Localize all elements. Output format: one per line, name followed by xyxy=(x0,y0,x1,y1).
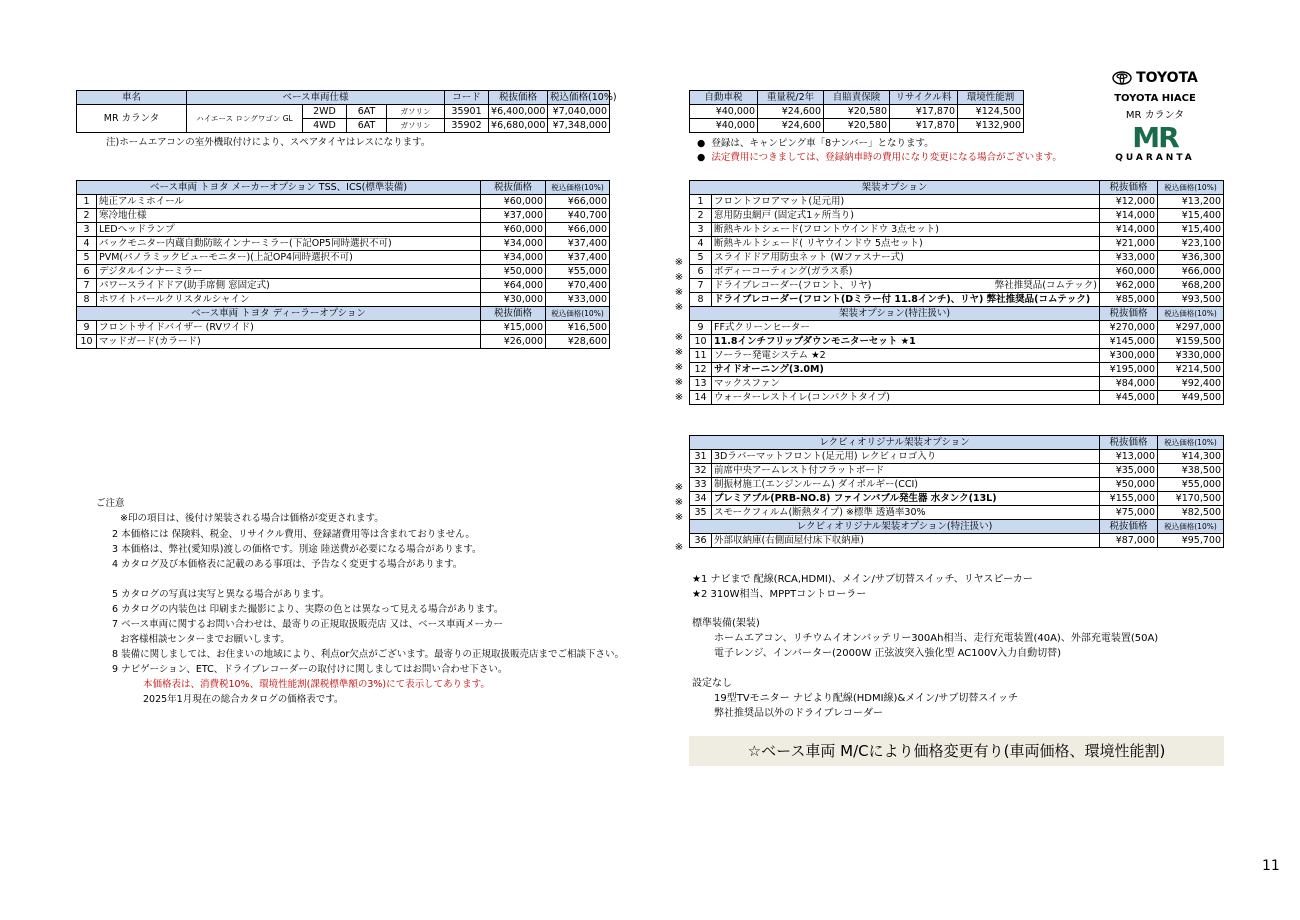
caution-line: 5 カタログの写真は実写と異なる場合があります。 xyxy=(112,589,330,600)
option-price: ¥75,000 xyxy=(1100,506,1158,520)
cautions-title: ご注意 xyxy=(96,498,125,509)
option-no: 31 xyxy=(690,450,712,464)
option-name: 断熱キルトシェード(フロントウインドウ 3点セット) xyxy=(712,223,1100,237)
option-no: 2 xyxy=(77,209,97,223)
maker-options-table xyxy=(76,180,610,349)
toyota-brand: TOYOTA xyxy=(1136,70,1198,86)
recvee-options-table xyxy=(689,435,1224,548)
option-price: ¥21,000 xyxy=(1100,237,1158,251)
header-price-tax: 税込価格(10%) xyxy=(1158,307,1224,321)
option-price-tax: ¥93,500 xyxy=(1158,293,1224,307)
option-price: ¥12,000 xyxy=(1100,195,1158,209)
kome-mark: ※ xyxy=(674,497,684,508)
body-options-header: 架装オプション xyxy=(690,181,1100,195)
option-price: ¥34,000 xyxy=(481,251,546,265)
option-no: 4 xyxy=(77,237,97,251)
caution-line: 2 本価格には 保険料、税金、リサイクル費用、登録諸費用等は含まれておりません。 xyxy=(112,529,475,540)
kome-mark: ※ xyxy=(674,257,684,268)
option-no: 5 xyxy=(690,251,712,265)
table-row xyxy=(690,464,1224,478)
option-no: 6 xyxy=(77,265,97,279)
option-price-tax: ¥38,500 xyxy=(1158,464,1224,478)
option-name: 断熱キルトシェード( リヤウインドウ 5点セット) xyxy=(712,237,1100,251)
recvee-special-header: レクビィオリジナル架装オプション(特注扱い) xyxy=(690,520,1100,534)
option-price: ¥145,000 xyxy=(1100,335,1158,349)
caution-line: 9 ナビゲーション、ETC、ドライブレコーダーの取付けに関しましてはお問い合わせ下さい。 xyxy=(112,664,508,675)
table-row xyxy=(690,335,1224,349)
option-price-tax: ¥214,500 xyxy=(1158,363,1224,377)
option-name: LEDヘッドランプ xyxy=(97,223,481,237)
option-name: 制振材施工(エンジンルーム) ダイポルギー(CCI) xyxy=(712,478,1100,492)
option-price-tax: ¥70,400 xyxy=(546,279,610,293)
option-price: ¥50,000 xyxy=(1100,478,1158,492)
tax-cell: ¥132,900 xyxy=(958,119,1024,133)
option-price: ¥60,000 xyxy=(481,195,546,209)
bullet-text: 法定費用につきましては、登録納車時の費用になり変更になる場合がございます。 xyxy=(711,152,1062,163)
table-row xyxy=(690,363,1224,377)
table-row xyxy=(690,321,1224,335)
option-name: 純正アルミホイール xyxy=(97,195,481,209)
table-row xyxy=(690,195,1224,209)
option-no: 35 xyxy=(690,506,712,520)
option-no: 8 xyxy=(690,293,712,307)
option-extra: 弊社推奨品(コムテック) xyxy=(994,280,1097,291)
vehicle-grade: ハイエース ロングワゴン GL xyxy=(187,105,303,133)
price: ¥6,680,000 xyxy=(489,119,548,133)
table-row xyxy=(690,349,1224,363)
table-row xyxy=(77,279,610,293)
tax-bullet-1 xyxy=(697,137,934,150)
option-no: 5 xyxy=(77,251,97,265)
option-name: ウォーターレストイレ(コンパクトタイプ) xyxy=(712,391,1100,405)
header-base-spec: ベース車両仕様 xyxy=(187,91,445,105)
option-price: ¥85,000 xyxy=(1100,293,1158,307)
option-price: ¥62,000 xyxy=(1100,279,1158,293)
option-name: マックスファン xyxy=(712,377,1100,391)
option-name: フロントサイドバイザー (RVワイド) xyxy=(97,321,481,335)
option-price: ¥84,000 xyxy=(1100,377,1158,391)
option-name: デジタルインナーミラー xyxy=(97,265,481,279)
kome-mark: ※ xyxy=(674,392,684,403)
option-price-tax: ¥55,000 xyxy=(546,265,610,279)
vehicle-name: MR カランタ xyxy=(77,105,187,133)
option-name: ソーラー発電システム ★2 xyxy=(712,349,1100,363)
header-price: 税抜価格 xyxy=(489,91,548,105)
standard-title: 標準装備(架装) xyxy=(692,618,760,629)
caution-line: ※印の項目は、後付け架装される場合は価格が変更されます。 xyxy=(120,513,384,524)
option-price: ¥300,000 xyxy=(1100,349,1158,363)
recvee-options-header: レクビィオリジナル架装オプション xyxy=(690,436,1100,450)
option-price-tax: ¥49,500 xyxy=(1158,391,1224,405)
header-code: コード xyxy=(445,91,489,105)
caution-line: 7 ベース車両に関するお問い合わせは、最寄りの正規取扱販売店 又は、ベース車両メーカー xyxy=(112,619,503,630)
option-no: 7 xyxy=(77,279,97,293)
option-no: 1 xyxy=(690,195,712,209)
kome-mark: ※ xyxy=(674,362,684,373)
special-options-header: 架装オプション(特注扱い) xyxy=(690,307,1100,321)
option-no: 34 xyxy=(690,492,712,506)
header-price: 税抜価格 xyxy=(1100,307,1158,321)
table-row xyxy=(690,237,1224,251)
option-price-tax: ¥297,000 xyxy=(1158,321,1224,335)
caution-date-note: 2025年1月現在の総合カタログの価格表です。 xyxy=(143,694,344,705)
option-name: スモークフィルム(断熱タイプ) ※標準 透過率30% xyxy=(712,506,1100,520)
kome-mark: ※ xyxy=(674,482,684,493)
price-tax: ¥7,040,000 xyxy=(548,105,610,119)
option-price: ¥34,000 xyxy=(481,237,546,251)
option-price: ¥270,000 xyxy=(1100,321,1158,335)
option-no: 36 xyxy=(690,534,712,548)
kome-mark: ※ xyxy=(674,272,684,283)
option-price: ¥155,000 xyxy=(1100,492,1158,506)
price-tax: ¥7,348,000 xyxy=(548,119,610,133)
option-price: ¥60,000 xyxy=(481,223,546,237)
option-price: ¥26,000 xyxy=(481,335,546,349)
table-row xyxy=(77,335,610,349)
kome-mark: ※ xyxy=(674,347,684,358)
option-price-tax: ¥82,500 xyxy=(1158,506,1224,520)
table-row xyxy=(690,391,1224,405)
tax-cell: ¥40,000 xyxy=(690,105,758,119)
option-name: ボディーコーティング(ガラス系) xyxy=(712,265,1100,279)
transmission: 6AT xyxy=(347,105,387,119)
option-name: ドライブレコーダー(フロント(Dミラー付 11.8インチ)、リヤ) 弊社推奨品(コムテック) xyxy=(712,293,1100,307)
header-price: 税抜価格 xyxy=(1100,520,1158,534)
option-price-tax: ¥92,400 xyxy=(1158,377,1224,391)
option-no: 10 xyxy=(690,335,712,349)
caution-line: 6 カタログの内装色は 印刷また撮影により、実際の色とは異なって見える場合があります。 xyxy=(112,604,504,615)
option-price: ¥15,000 xyxy=(481,321,546,335)
transmission: 6AT xyxy=(347,119,387,133)
option-name: サイドオーニング(3.0M) xyxy=(712,363,1100,377)
kome-mark: ※ xyxy=(674,377,684,388)
kome-mark: ※ xyxy=(674,302,684,313)
option-price: ¥30,000 xyxy=(481,293,546,307)
option-name: バックモニター内蔵自動防眩インナーミラー(下記OP5同時選択不可) xyxy=(97,237,481,251)
option-price-tax: ¥55,000 xyxy=(1158,478,1224,492)
option-name: 寒冷地仕様 xyxy=(97,209,481,223)
option-name: ホワイトパールクリスタルシャイン xyxy=(97,293,481,307)
maker-options-header: ベース車両 トヨタ メーカーオプション TSS、ICS(標準装備) xyxy=(77,181,481,195)
option-price-tax: ¥15,400 xyxy=(1158,209,1224,223)
table-row xyxy=(690,534,1224,548)
option-price: ¥35,000 xyxy=(1100,464,1158,478)
option-no: 3 xyxy=(690,223,712,237)
table-row xyxy=(690,293,1224,307)
option-price: ¥14,000 xyxy=(1100,209,1158,223)
option-no: 14 xyxy=(690,391,712,405)
table-row xyxy=(77,265,610,279)
option-price-tax: ¥40,700 xyxy=(546,209,610,223)
header-price-tax: 税込価格(10%) xyxy=(546,181,610,195)
body-options-table xyxy=(689,180,1224,405)
model-code: 35901 xyxy=(445,105,489,119)
settings-line-2: 弊社推奨品以外のドライブレコーダー xyxy=(714,708,883,719)
tax-cell: ¥17,870 xyxy=(890,105,958,119)
option-price-tax: ¥28,600 xyxy=(546,335,610,349)
kome-mark: ※ xyxy=(674,287,684,298)
kome-mark: ※ xyxy=(674,332,684,343)
tax-cell: ¥17,870 xyxy=(890,119,958,133)
price-change-banner: ☆ベース車両 M/Cにより価格変更有り(車両価格、環境性能割) xyxy=(689,736,1224,766)
option-price: ¥50,000 xyxy=(481,265,546,279)
option-name: スライドドア用防虫ネット (Wファスナー式) xyxy=(712,251,1100,265)
option-no: 13 xyxy=(690,377,712,391)
quaranta-text: QUARANTA xyxy=(1115,153,1195,163)
table-row xyxy=(690,450,1224,464)
header-price-tax: 税込価格(10%) xyxy=(1158,436,1224,450)
option-no: 3 xyxy=(77,223,97,237)
header-price-tax: 税込価格(10%) xyxy=(1158,520,1224,534)
kome-mark: ※ xyxy=(674,512,684,523)
table-row xyxy=(690,506,1224,520)
drive-type: 4WD xyxy=(303,119,347,133)
table-row xyxy=(77,223,610,237)
header-weight-tax: 重量税/2年 xyxy=(758,91,824,105)
table-row xyxy=(690,251,1224,265)
tax-cell: ¥20,580 xyxy=(824,105,890,119)
toyota-emblem-icon xyxy=(1112,71,1132,85)
logo-block xyxy=(1100,70,1210,163)
option-name: フロントフロアマット(足元用) xyxy=(712,195,1100,209)
bullet-icon: ● xyxy=(697,152,706,163)
option-price-tax: ¥37,400 xyxy=(546,251,610,265)
option-name: 前席中央アームレスト付フラットボード xyxy=(712,464,1100,478)
option-no: 1 xyxy=(77,195,97,209)
option-price-tax: ¥23,100 xyxy=(1158,237,1224,251)
table-row xyxy=(690,492,1224,506)
table-row xyxy=(77,237,610,251)
table-row xyxy=(690,478,1224,492)
option-no: 8 xyxy=(77,293,97,307)
caution-line: 3 本価格は、弊社(愛知県)渡しの価格です。別途 陸送費が必要になる場合があります。 xyxy=(112,544,482,555)
option-no: 9 xyxy=(690,321,712,335)
header-price: 税抜価格 xyxy=(1100,181,1158,195)
option-price-tax: ¥15,400 xyxy=(1158,223,1224,237)
header-price-tax: 税込価格(10%) xyxy=(1158,181,1224,195)
option-name: パワースライドドア(助手席側 窓固定式) xyxy=(97,279,481,293)
option-price-tax: ¥66,000 xyxy=(1158,265,1224,279)
vehicle-price-table xyxy=(76,90,617,133)
option-price: ¥195,000 xyxy=(1100,363,1158,377)
table-row xyxy=(690,279,1224,293)
tax-cell: ¥24,600 xyxy=(758,105,824,119)
option-no: 6 xyxy=(690,265,712,279)
option-name: 3Dラバーマットフロント(足元用) レクビィロゴ入り xyxy=(712,450,1100,464)
fuel-type: ガソリン xyxy=(387,119,445,133)
option-price-tax: ¥170,500 xyxy=(1158,492,1224,506)
option-price-tax: ¥16,500 xyxy=(546,321,610,335)
header-price: 税抜価格 xyxy=(1100,436,1158,450)
header-price: 税抜価格 xyxy=(481,181,546,195)
caution-tax-note: 本価格表は、消費税10%、環境性能割(課税標準額の3%)にて表示してあります。 xyxy=(143,679,490,690)
header-insurance: 自賠責保険 xyxy=(824,91,890,105)
option-name: 窓用防虫網戸 (固定式1ヶ所当り) xyxy=(712,209,1100,223)
option-price-tax: ¥159,500 xyxy=(1158,335,1224,349)
header-env-tax: 環境性能割 xyxy=(958,91,1024,105)
kome-mark: ※ xyxy=(674,542,684,553)
option-no: 4 xyxy=(690,237,712,251)
standard-line-1: ホームエアコン、リチウムイオンバッテリー300Ah相当、走行充電装置(40A)、外部充電装置(50A) xyxy=(714,633,1159,644)
table-row xyxy=(690,377,1224,391)
option-price: ¥33,000 xyxy=(1100,251,1158,265)
header-price-tax: 税込価格(10%) xyxy=(546,307,610,321)
standard-line-2: 電子レンジ、インバーター(2000W 正弦波突入強化型 AC100V入力自動切替) xyxy=(714,648,1062,659)
star-note-1: ★1 ナビまで 配線(RCA,HDMI)、メイン/サブ切替スイッチ、リヤスピーカー xyxy=(692,574,1033,585)
star-note-2: ★2 310W相当、MPPTコントローラー xyxy=(692,589,867,600)
vehicle-note: 注)ホームエアコンの室外機取付けにより、スペアタイヤはレスになります。 xyxy=(106,137,431,148)
mr-logo-mark: MR xyxy=(1132,121,1178,154)
table-row xyxy=(690,223,1224,237)
option-name: PVM(パノラミックビューモニター)(上記OP4同時選択不可) xyxy=(97,251,481,265)
settings-line-1: 19型TVモニター ナビより配線(HDMI線)&メイン/サブ切替スイッチ xyxy=(714,693,1019,704)
bullet-text: 登録は、キャンピング車「8ナンバー」となります。 xyxy=(711,138,934,149)
bullet-icon: ● xyxy=(697,138,706,149)
option-price-tax: ¥66,000 xyxy=(546,223,610,237)
caution-line: 8 装備に関しましては、お住まいの地域により、利点or欠点がございます。最寄りの正規取扱販売店までご相談下さい。 xyxy=(112,649,625,660)
header-price-tax: 税込価格(10%) xyxy=(548,91,610,105)
table-row xyxy=(77,321,610,335)
option-no: 12 xyxy=(690,363,712,377)
option-name: 外部収納庫(右側面屋付床下収納庫) xyxy=(712,534,1100,548)
header-vehicle-name: 車名 xyxy=(77,91,187,105)
option-price: ¥64,000 xyxy=(481,279,546,293)
option-no: 32 xyxy=(690,464,712,478)
option-name: 11.8インチフリップダウンモニターセット ★1 xyxy=(712,335,1100,349)
option-price-tax: ¥14,300 xyxy=(1158,450,1224,464)
option-price: ¥13,000 xyxy=(1100,450,1158,464)
table-row xyxy=(77,293,610,307)
option-price-tax: ¥330,000 xyxy=(1158,349,1224,363)
option-price: ¥60,000 xyxy=(1100,265,1158,279)
option-price-tax: ¥95,700 xyxy=(1158,534,1224,548)
header-price: 税抜価格 xyxy=(481,307,546,321)
option-no: 2 xyxy=(690,209,712,223)
page-number: 11 xyxy=(1262,858,1280,874)
option-price: ¥14,000 xyxy=(1100,223,1158,237)
fuel-type: ガソリン xyxy=(387,105,445,119)
dealer-options-header: ベース車両 トヨタ ディーラーオプション xyxy=(77,307,481,321)
option-price-tax: ¥66,000 xyxy=(546,195,610,209)
option-price-tax: ¥13,200 xyxy=(1158,195,1224,209)
option-no: 33 xyxy=(690,478,712,492)
tax-cell: ¥24,600 xyxy=(758,119,824,133)
table-row xyxy=(77,251,610,265)
option-price-tax: ¥36,300 xyxy=(1158,251,1224,265)
tax-bullet-2 xyxy=(697,151,1062,164)
table-row xyxy=(690,209,1224,223)
table-row xyxy=(77,195,610,209)
option-price-tax: ¥68,200 xyxy=(1158,279,1224,293)
tax-cell: ¥40,000 xyxy=(690,119,758,133)
caution-line: お客様相談センターまでお願いします。 xyxy=(120,634,290,645)
price: ¥6,400,000 xyxy=(489,105,548,119)
option-name: マッドガード(カラード) xyxy=(97,335,481,349)
option-price: ¥45,000 xyxy=(1100,391,1158,405)
option-price-tax: ¥33,000 xyxy=(546,293,610,307)
tax-cell: ¥20,580 xyxy=(824,119,890,133)
option-name: ドライブレコーダー(フロント、リヤ) xyxy=(714,280,872,291)
tax-cell: ¥124,500 xyxy=(958,105,1024,119)
option-no: 11 xyxy=(690,349,712,363)
drive-type: 2WD xyxy=(303,105,347,119)
caution-line: 4 カタログ及び本価格表に記載のある事項は、予告なく変更する場合があります。 xyxy=(112,559,463,570)
option-price: ¥87,000 xyxy=(1100,534,1158,548)
table-row xyxy=(690,265,1224,279)
logo-model: TOYOTA HIACE xyxy=(1114,93,1196,104)
option-name: プレミアブル(PRB-NO.8) ファインバブル発生器 水タンク(13L) xyxy=(712,492,1100,506)
option-price-tax: ¥37,400 xyxy=(546,237,610,251)
option-no: 9 xyxy=(77,321,97,335)
header-recycle: リサイクル料 xyxy=(890,91,958,105)
tax-table xyxy=(689,90,1024,133)
model-code: 35902 xyxy=(445,119,489,133)
settings-title: 設定なし xyxy=(692,678,732,689)
table-row xyxy=(77,209,610,223)
option-name-cell xyxy=(712,279,1100,293)
toyota-logo xyxy=(1100,70,1210,86)
option-no: 7 xyxy=(690,279,712,293)
logo-vehicle: MR カランタ xyxy=(1125,110,1185,121)
header-auto-tax: 自動車税 xyxy=(690,91,758,105)
option-price: ¥37,000 xyxy=(481,209,546,223)
option-no: 10 xyxy=(77,335,97,349)
option-name: FF式クリーンヒーター xyxy=(712,321,1100,335)
